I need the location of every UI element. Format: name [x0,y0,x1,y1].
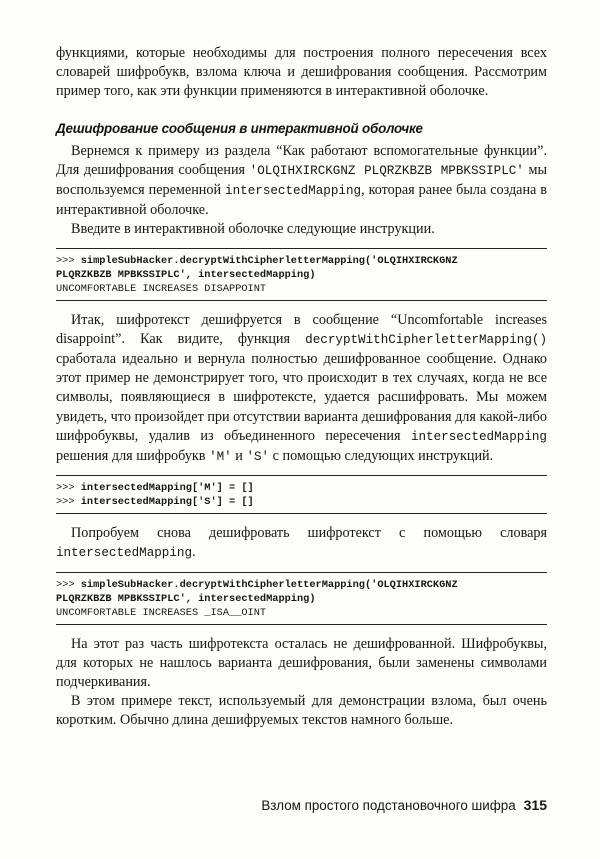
code-line: >>> simpleSubHacker.decryptWithCipherletterMapping('OLQIHXIRCKGNZ [56,578,458,591]
running-title: Взлом простого подстановочного шифра [261,798,516,813]
inline-code-intersected-mapping: intersectedMapping [225,184,362,199]
paragraph-short-text: В этом примере текст, используемый для демонстрации взлома, был очень коротким. Обычно длина дешифруемых текстов намного больше. [56,693,547,729]
section-heading: Дешифрование сообщения в интерактивной оболочке [56,120,423,136]
code-line: >>> intersectedMapping['S'] = [] [56,496,254,509]
paragraph-result: На этот раз часть шифротекста осталась не дешифрованной. Шифробуквы, для которых не нашлось варианта дешифрования, были заменены символами подчеркивания. [56,635,547,691]
code-block-clear-mapping [56,475,547,514]
inline-code-ciphertext: 'OLQIHXIRCKGNZ PLQRZKBZB MPBKSSIPLC' [249,163,524,178]
page-number: 315 [523,797,547,813]
inline-code-intersected-mapping: intersectedMapping [56,546,193,561]
code-line: >>> intersectedMapping['M'] = [] [56,482,254,495]
inline-code-letter-m: 'M' [209,450,232,465]
paragraph-return-to-example: Вернемся к примеру из раздела “Как работают вспомогательные функции”. Для дешифрования сообщения 'OLQIHXIRCKGNZ PLQRZKBZB MPBKSSIPLC' мы воспользуемся переменной intersectedMapping, которая ранее была создана в интерактивной оболочке. [56,142,547,219]
paragraph-explanation: Итак, шифротекст дешифруется в сообщение “Uncomfortable increases disappoint”. Как видите, функция decryptWithCipherletterMapping() сработала идеально и вернула полностью дешифрованное сообщение. Однако этот пример не демонстрирует того, что происходит в тех случаях, когда не все символы, появляющиеся в шифротексте, удается расшифровать. Мы можем увидеть, что произойдет при отсутствии варианта дешифрования для какой-либо шифробуквы, удалив из объединенного пересечения intersectedMapping решения для шифробукв 'M' и 'S' с помощью следующих инструкций. [56,311,547,465]
code-output: UNCOMFORTABLE INCREASES DISAPPOINT [56,282,267,295]
code-line: PLQRZKBZB MPBKSSIPLC', intersectedMapping) [56,592,316,605]
code-output: UNCOMFORTABLE INCREASES _ISA__OINT [56,606,267,619]
paragraph-try-again: Попробуем снова дешифровать шифротекст с помощью словаря intersectedMapping. [56,525,547,561]
page-footer [56,797,547,813]
inline-code-function: decryptWithCipherletterMapping() [305,332,547,347]
page-body [56,44,547,731]
inline-code-letter-s: 'S' [246,450,270,465]
code-line: >>> simpleSubHacker.decryptWithCipherletterMapping('OLQIHXIRCKGNZ [56,254,458,267]
paragraph-enter-instructions: Введите в интерактивной оболочке следующие инструкции. [71,221,435,238]
code-block-decrypt [56,248,547,301]
code-line: PLQRZKBZB MPBKSSIPLC', intersectedMapping) [56,268,316,281]
paragraph-intro: функциями, которые необходимы для построения полного пересечения всех словарей шифробукв, взлома ключа и дешифрования сообщения. Рассмотрим пример того, как эти функции применяются в интерактивной оболочке. [56,45,547,100]
code-block-decrypt-again [56,572,547,625]
inline-code-intersected-mapping: intersectedMapping [410,429,547,444]
